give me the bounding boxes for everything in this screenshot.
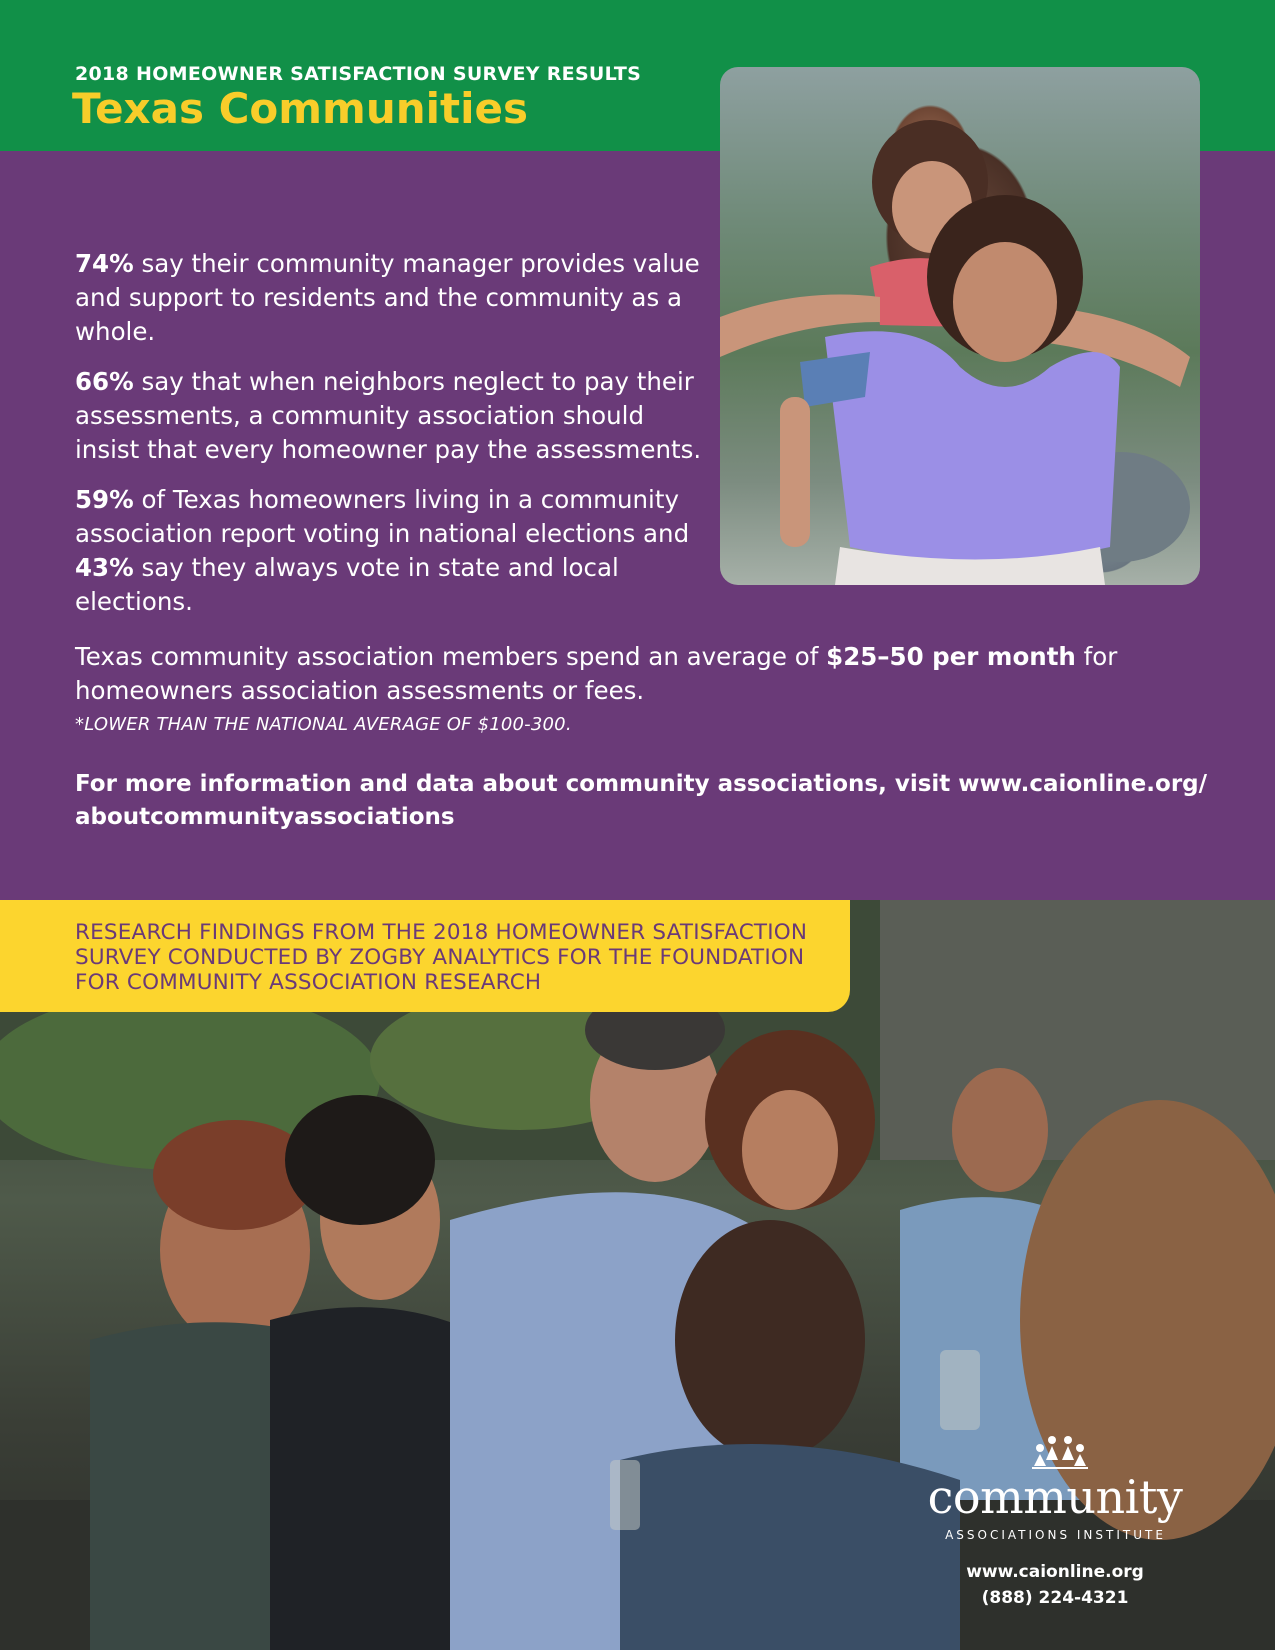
- survey-statistics: [75, 247, 715, 635]
- spend-footnote: *LOWER THAN THE NATIONAL AVERAGE OF $100-300.: [75, 714, 572, 735]
- website-url: www.caionline.org: [966, 1562, 1144, 1582]
- mother-daughter-photo: [720, 67, 1200, 585]
- logo-wordmark: community: [927, 1470, 1183, 1524]
- page-title: Texas Communities: [72, 84, 528, 133]
- stat-assessments: 66% say that when neighbors neglect to pay their assessments, a community association should insist that every homeowner pay the assessments.: [75, 367, 702, 464]
- survey-kicker: 2018 HOMEOWNER SATISFACTION SURVEY RESULTS: [75, 63, 642, 85]
- community-people-icon: [1030, 1430, 1090, 1470]
- more-info-link-text: For more information and data about community associations, visit www.caionline.org/ aboutcommunityassociations: [75, 771, 1208, 830]
- cai-logo: [920, 1430, 1190, 1630]
- spend-statement: Texas community association members spend an average of $25–50 per month for homeowners association assessments or fees.: [75, 642, 1118, 705]
- stat-manager-value: 74% say their community manager provides value and support to residents and the community as a whole.: [75, 249, 700, 346]
- spend-amount: $25–50 per month: [826, 642, 1076, 671]
- logo-subtitle: ASSOCIATIONS INSTITUTE: [945, 1528, 1166, 1542]
- stat-voting: 59% of Texas homeowners living in a community association report voting in national elections and 43% say they always vote in state and local elections.: [75, 485, 690, 616]
- phone-number: (888) 224-4321: [981, 1588, 1129, 1608]
- research-callout-text: RESEARCH FINDINGS FROM THE 2018 HOMEOWNER SATISFACTION SURVEY CONDUCTED BY ZOGBY ANALYTICS FOR THE FOUNDATION FOR COMMUNITY ASSOCIATION RESEARCH: [75, 920, 808, 995]
